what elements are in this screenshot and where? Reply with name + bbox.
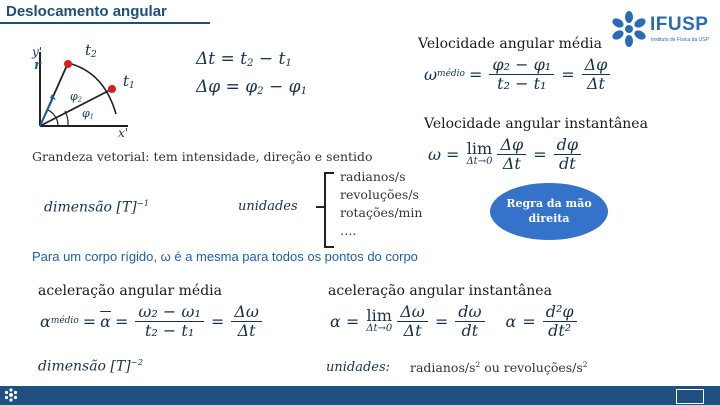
logo-subtitle: Instituto de Física da USP — [651, 37, 709, 43]
point-t2 — [64, 60, 72, 68]
ifusp-logo — [610, 10, 712, 50]
logo-text: IFUSP — [650, 14, 709, 35]
point-t1 — [108, 85, 116, 93]
phi1-arc — [65, 111, 68, 126]
alpha-inst-formula: α = lim Δt→0 $\frac{\Delta\omega}{\Delta t}$ = $\frac{d\omega}{dt}$ α = $\frac{\text{d²φ}}{\text{dt²}}$ — [330, 303, 580, 340]
unit-list — [340, 168, 422, 240]
units-bracket-tick — [316, 206, 324, 208]
delta-t-formula: Δt = t2 − t1 — [196, 49, 292, 70]
r-label: r — [34, 58, 41, 73]
title-underline — [0, 22, 210, 24]
phi2-arc — [48, 110, 58, 126]
alpha-avg-formula: α médio = $\overline{\alpha}$ = $\frac{\text{ω₂ − ω₁}}{\text{t₂ − t₁}}$ = $\frac{\Delta\omega}{\Delta t}$ — [40, 303, 265, 340]
rotation-diagram — [28, 38, 178, 138]
footer-emblem-icon — [4, 388, 18, 402]
grandeza-text: Grandeza vetorial: tem intensidade, direção e sentido — [32, 149, 373, 164]
vel-media-heading: Velocidade angular média — [418, 36, 602, 52]
acel-inst-heading: aceleração angular instantânea — [328, 283, 552, 299]
y-axis-label: y' — [32, 45, 43, 59]
page-title: Deslocamento angular — [6, 3, 167, 20]
phi2-label: φ2 — [70, 90, 82, 104]
usp-footer-logo-icon — [676, 389, 704, 404]
vel-inst-heading: Velocidade angular instantânea — [424, 116, 648, 132]
regra-mao-direita-badge: Regra da mão direita — [490, 183, 608, 240]
t2-label: t2 — [85, 41, 97, 60]
t1-label: t1 — [123, 72, 135, 91]
delta-phi-formula: Δφ = φ2 − φ1 — [196, 77, 308, 98]
dimensao-1: dimensão $[T]^{-1}$ — [44, 198, 150, 216]
x-axis-label: x' — [118, 126, 129, 140]
units-bracket — [324, 172, 334, 248]
omega-inst-formula: ω = lim Δt→0 $\frac{\Delta\varphi}{\Delta t}$ = $\frac{d\varphi}{dt}$ — [428, 136, 584, 173]
unidades-1-label: unidades — [238, 199, 298, 214]
phi1-label: φ1 — [82, 107, 94, 121]
unit-item: revoluções/s — [340, 187, 419, 202]
dimensao-2: dimensão $[T]^{-2}$ — [38, 357, 144, 375]
unit-item: …. — [340, 223, 357, 238]
footer-bar — [0, 386, 720, 405]
omega-avg-formula: ω médio = $\frac{\text{φ₂ − φ₁}}{\text{t₂ − t₁}}$ = $\frac{\Delta\varphi}{\Delta t}$ — [424, 56, 613, 93]
unidades-2-value: radianos/$s^2$ ou revoluções/$s^2$ — [410, 360, 588, 375]
corpo-rigido-text: Para um corpo rígido, ω é a mesma para todos os pontos do corpo — [32, 249, 418, 264]
acel-media-heading: aceleração angular média — [38, 283, 222, 299]
unit-item: radianos/s — [340, 169, 406, 184]
unit-item: rotações/min — [340, 205, 423, 220]
unidades-2-label: unidades: — [326, 360, 391, 375]
ifusp-emblem-icon — [610, 10, 648, 48]
